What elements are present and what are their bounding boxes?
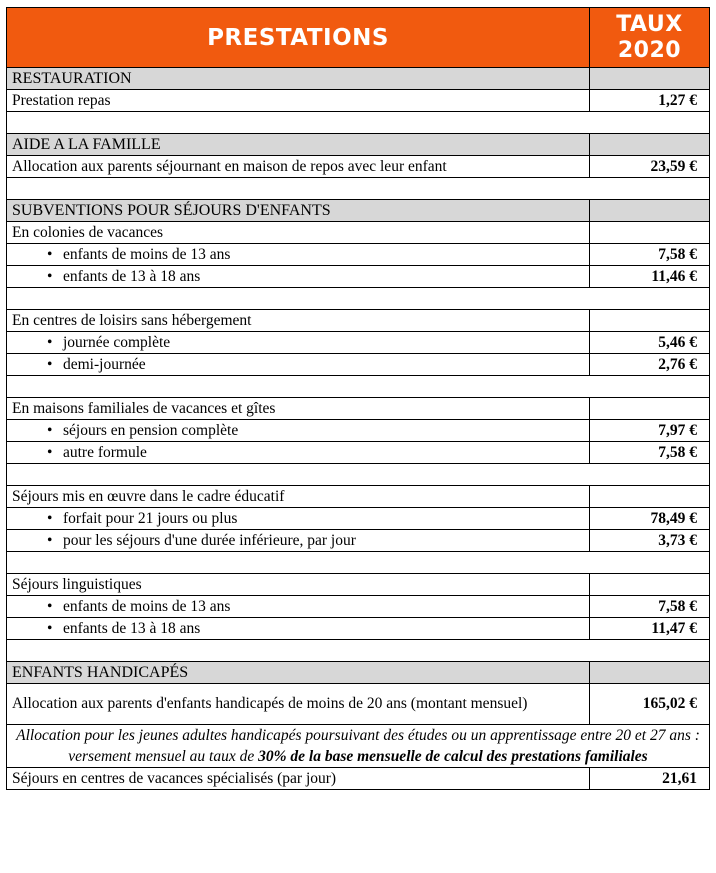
row-rate: 7,97 € <box>590 420 710 442</box>
note-text-bold: 30% de la base mensuelle de calcul des prestations familiales <box>258 748 648 765</box>
table-row <box>7 420 710 442</box>
table-header <box>7 8 710 68</box>
table-row <box>7 596 710 618</box>
table-row <box>7 332 710 354</box>
row-rate: 1,27 € <box>590 90 710 112</box>
section-restauration <box>7 68 710 90</box>
group-title-maisons-familiales <box>7 398 710 420</box>
note-text <box>7 725 710 768</box>
bullet-item: • forfait pour 21 jours ou plus <box>7 508 590 530</box>
row-rate: 7,58 € <box>590 596 710 618</box>
group-title: Séjours linguistiques <box>7 574 590 596</box>
row-rate: 21,61 <box>590 768 710 790</box>
bullet-item: • enfants de moins de 13 ans <box>7 244 590 266</box>
section-title: AIDE A LA FAMILLE <box>7 134 590 156</box>
group-title-cadre-educatif <box>7 486 710 508</box>
group-title: En colonies de vacances <box>7 222 590 244</box>
note-row <box>7 725 710 768</box>
bullet-item: • enfants de moins de 13 ans <box>7 596 590 618</box>
spacer-row <box>7 288 710 310</box>
group-title: En centres de loisirs sans hébergement <box>7 310 590 332</box>
bullet-item: • pour les séjours d'une durée inférieure, par jour <box>7 530 590 552</box>
table-row <box>7 684 710 725</box>
rates-table <box>6 7 710 790</box>
row-label: Séjours en centres de vacances spécialisés (par jour) <box>7 768 590 790</box>
row-rate: 11,46 € <box>590 266 710 288</box>
section-famille <box>7 134 710 156</box>
table-row <box>7 354 710 376</box>
table-row <box>7 266 710 288</box>
group-title-centres-loisirs <box>7 310 710 332</box>
table-row <box>7 768 710 790</box>
table-row <box>7 530 710 552</box>
bullet-item: • séjours en pension complète <box>7 420 590 442</box>
header-prestations: PRESTATIONS <box>7 8 590 68</box>
bullet-item: • enfants de 13 à 18 ans <box>7 618 590 640</box>
spacer-row <box>7 464 710 486</box>
row-rate: 78,49 € <box>590 508 710 530</box>
section-title: ENFANTS HANDICAPÉS <box>7 662 590 684</box>
spacer-row <box>7 640 710 662</box>
bullet-item: • autre formule <box>7 442 590 464</box>
table-row <box>7 244 710 266</box>
row-label: Prestation repas <box>7 90 590 112</box>
group-title-colonies <box>7 222 710 244</box>
header-taux <box>590 8 710 68</box>
spacer-row <box>7 552 710 574</box>
bullet-item: • enfants de 13 à 18 ans <box>7 266 590 288</box>
section-handicapes <box>7 662 710 684</box>
note-text-part1: Allocation pour les jeunes adultes handicapés poursuivant des études ou un apprentissage entre 20 et 27 ans : versement mensuel au taux de <box>16 727 700 765</box>
bullet-item: • journée complète <box>7 332 590 354</box>
table-row <box>7 156 710 178</box>
row-label: Allocation aux parents d'enfants handicapés de moins de 20 ans (montant mensuel) <box>7 684 590 725</box>
row-label: Allocation aux parents séjournant en maison de repos avec leur enfant <box>7 156 590 178</box>
header-taux-line1: TAUX <box>616 11 683 37</box>
group-title-linguistiques <box>7 574 710 596</box>
spacer-row <box>7 112 710 134</box>
header-taux-line2: 2020 <box>617 37 682 63</box>
row-rate: 7,58 € <box>590 442 710 464</box>
section-title: SUBVENTIONS POUR SÉJOURS D'ENFANTS <box>7 200 590 222</box>
row-rate: 11,47 € <box>590 618 710 640</box>
section-title: RESTAURATION <box>7 68 590 90</box>
row-rate: 5,46 € <box>590 332 710 354</box>
spacer-row <box>7 178 710 200</box>
row-rate: 165,02 € <box>590 684 710 725</box>
section-sejours <box>7 200 710 222</box>
row-rate: 23,59 € <box>590 156 710 178</box>
bullet-item: • demi-journée <box>7 354 590 376</box>
row-rate: 3,73 € <box>590 530 710 552</box>
table-row <box>7 442 710 464</box>
table-row <box>7 618 710 640</box>
table-row <box>7 90 710 112</box>
spacer-row <box>7 376 710 398</box>
group-title: En maisons familiales de vacances et gîtes <box>7 398 590 420</box>
row-rate: 7,58 € <box>590 244 710 266</box>
table-row <box>7 508 710 530</box>
row-rate: 2,76 € <box>590 354 710 376</box>
group-title: Séjours mis en œuvre dans le cadre éducatif <box>7 486 590 508</box>
